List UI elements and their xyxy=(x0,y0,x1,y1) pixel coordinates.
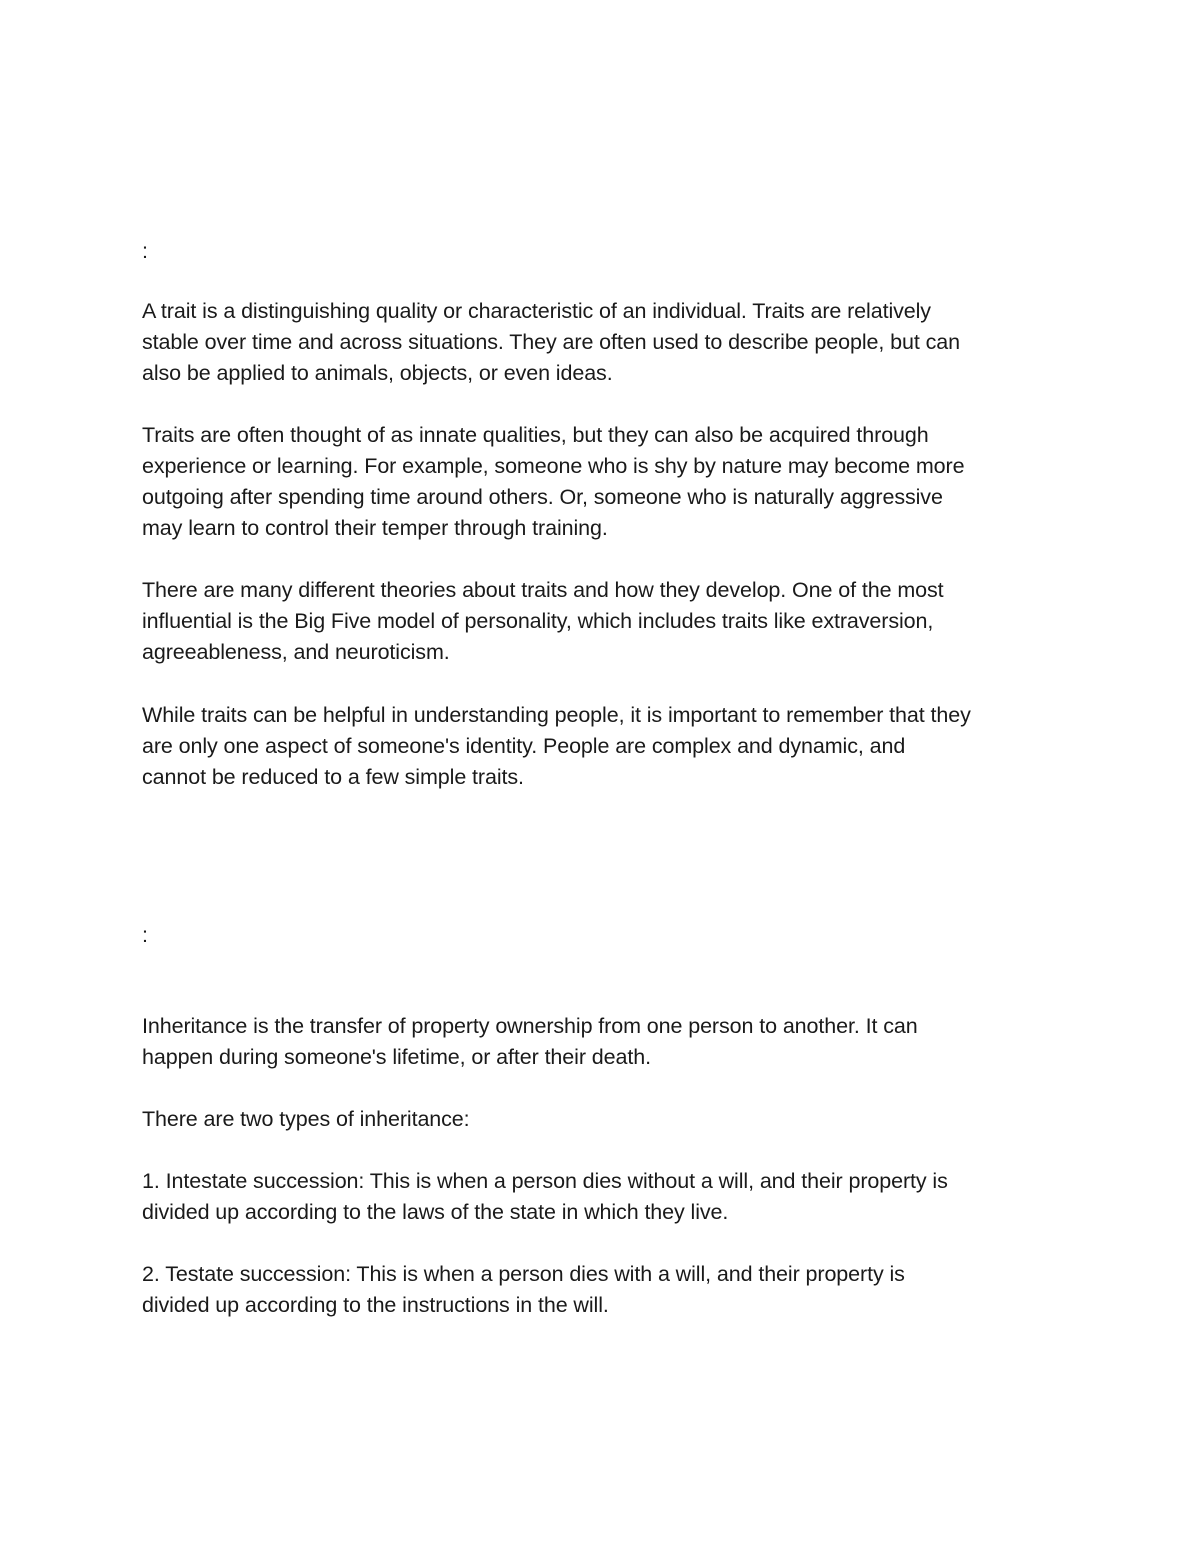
text-line: While traits can be helpful in understanding people, it is important to remember that they xyxy=(142,703,971,727)
text-line: A trait is a distinguishing quality or characteristic of an individual. Traits are relatively xyxy=(142,299,931,323)
text-line: cannot be reduced to a few simple traits. xyxy=(142,765,524,789)
text-line: may learn to control their temper through training. xyxy=(142,516,608,540)
text-line: divided up according to the laws of the state in which they live. xyxy=(142,1200,729,1224)
text-line: also be applied to animals, objects, or even ideas. xyxy=(142,361,613,385)
text-line: divided up according to the instructions in the will. xyxy=(142,1293,609,1317)
section-2-heading: : xyxy=(142,923,148,947)
text-line: are only one aspect of someone's identity. People are complex and dynamic, and xyxy=(142,734,906,758)
text-line: 2. Testate succession: This is when a person dies with a will, and their property is xyxy=(142,1262,905,1286)
text-line: 1. Intestate succession: This is when a person dies without a will, and their property is xyxy=(142,1169,948,1193)
text-line: There are many different theories about traits and how they develop. One of the most xyxy=(142,578,944,602)
text-line: experience or learning. For example, someone who is shy by nature may become more xyxy=(142,454,965,478)
text-line: stable over time and across situations. They are often used to describe people, but can xyxy=(142,330,960,354)
text-line: influential is the Big Five model of personality, which includes traits like extraversion, xyxy=(142,609,934,633)
text-line: outgoing after spending time around others. Or, someone who is naturally aggressive xyxy=(142,485,943,509)
text-line: agreeableness, and neuroticism. xyxy=(142,640,450,664)
text-line: There are two types of inheritance: xyxy=(142,1107,470,1131)
text-line: happen during someone's lifetime, or after their death. xyxy=(142,1045,651,1069)
section-1-heading: : xyxy=(142,239,148,263)
text-line: Traits are often thought of as innate qualities, but they can also be acquired through xyxy=(142,423,929,447)
text-line: Inheritance is the transfer of property ownership from one person to another. It can xyxy=(142,1014,918,1038)
